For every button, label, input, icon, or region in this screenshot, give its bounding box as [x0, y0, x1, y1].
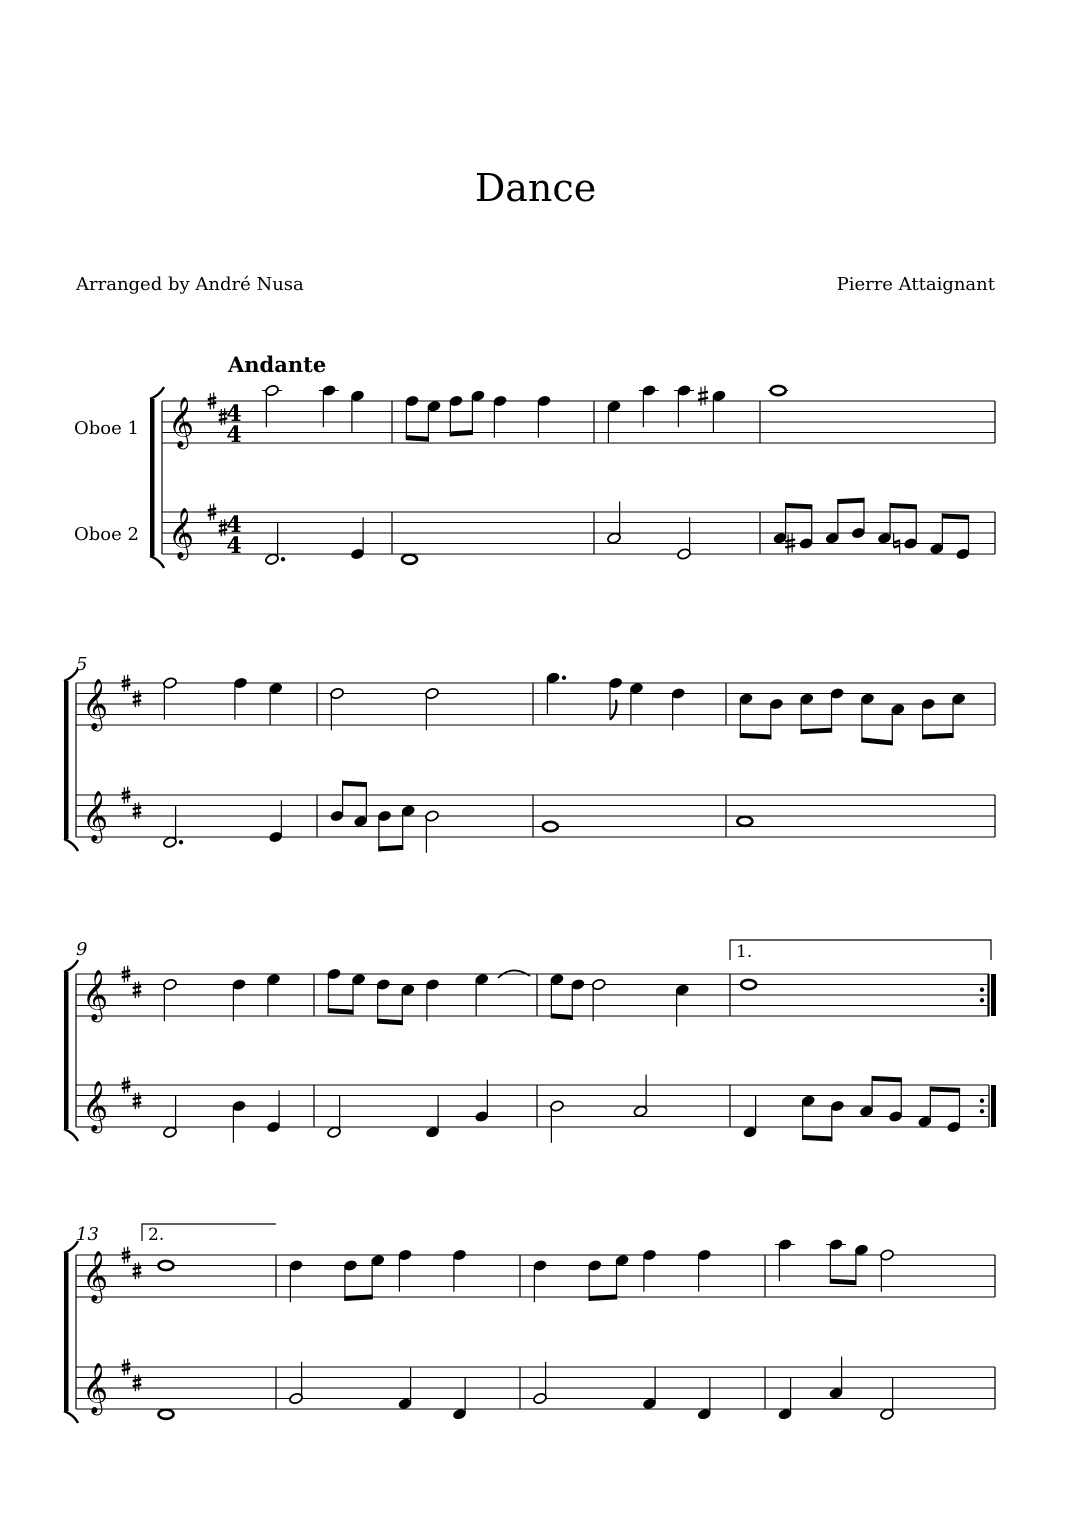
beam: [342, 781, 367, 788]
beam: [801, 728, 833, 735]
treble-clef: 𝄞: [82, 1250, 109, 1302]
key-sharp-c: [133, 802, 142, 819]
beam: [740, 733, 772, 740]
beam: [922, 733, 954, 740]
oboe1-m4-note-a5: [771, 386, 786, 395]
oboe1-m12-note-d5: [741, 980, 756, 989]
key-sharp-c: [133, 690, 142, 707]
augmentation-dot: [179, 840, 183, 844]
beam: [378, 845, 403, 852]
instrument-label-oboe-1: Oboe 1: [74, 418, 139, 439]
bracket-hook-bottom: [64, 1129, 78, 1141]
beam: [785, 503, 812, 510]
oboe2-m13-note-d4: [159, 1410, 174, 1419]
beam: [328, 1008, 354, 1015]
measure-number: 9: [76, 939, 88, 960]
treble-clef: 𝄞: [82, 969, 109, 1021]
tempo-marking: Andante: [228, 352, 327, 377]
final-repeat-barline: [991, 974, 996, 1016]
system-bracket: [64, 681, 69, 839]
oboe1-m13-note-d5: [159, 1261, 174, 1270]
bracket-hook-bottom: [64, 839, 78, 851]
repeat-dot: [980, 988, 984, 992]
eighth-flag: [610, 700, 616, 720]
bracket-hook-top: [64, 960, 78, 972]
beam: [802, 1135, 832, 1142]
volta-label-second: 2.: [148, 1225, 165, 1245]
measure-number: 13: [76, 1224, 99, 1245]
measure-number: 5: [76, 654, 88, 675]
system-bracket: [64, 1253, 69, 1411]
system-bracket: [64, 972, 69, 1129]
repeat-dot: [980, 1109, 984, 1113]
beam: [837, 498, 864, 505]
composer-credit: Pierre Attaignant: [836, 274, 995, 295]
beam: [406, 435, 429, 442]
volta-bracket-first: [730, 940, 991, 960]
oboe2-m2-note-d4: [402, 555, 417, 564]
beam: [377, 1019, 403, 1026]
beam: [830, 1279, 857, 1286]
system-bracket: [150, 399, 155, 556]
beam: [450, 430, 473, 437]
repeat-dot: [980, 998, 984, 1002]
beam: [930, 1086, 960, 1093]
treble-clef: 𝄞: [168, 507, 195, 559]
title: Dance: [474, 166, 597, 210]
oboe2-m7-note-g4: [543, 822, 558, 831]
oboe2-m8-note-a4: [737, 817, 752, 826]
treble-clef: 𝄞: [82, 790, 109, 842]
treble-clef: 𝄞: [82, 1362, 109, 1414]
treble-clef: 𝄞: [82, 678, 109, 730]
time-signature-numerator: 4: [226, 512, 242, 538]
key-sharp-c: [133, 981, 142, 998]
time-signature-numerator: 4: [226, 401, 242, 427]
treble-clef: 𝄞: [168, 396, 195, 448]
bracket-hook-bottom: [64, 1411, 78, 1423]
beam: [942, 513, 969, 520]
final-repeat-barline: [991, 1085, 996, 1127]
beam: [344, 1294, 372, 1301]
key-sharp-c: [133, 1092, 142, 1109]
beam: [890, 503, 917, 510]
beam: [861, 737, 893, 745]
augmentation-dot: [281, 557, 285, 561]
beam: [872, 1076, 902, 1083]
repeat-dot: [980, 1099, 984, 1103]
augmentation-dot: [562, 676, 566, 680]
bracket-hook-top: [150, 387, 164, 399]
bracket-hook-bottom: [150, 556, 164, 568]
key-sharp-c: [133, 1374, 142, 1391]
arranger-credit: Arranged by André Nusa: [76, 274, 304, 295]
time-signature-denominator: 4: [226, 533, 242, 559]
key-sharp-c: [133, 1262, 142, 1279]
beam: [589, 1294, 618, 1301]
beam: [551, 1013, 573, 1020]
volta-label-first: 1.: [736, 942, 753, 962]
instrument-label-oboe-2: Oboe 2: [74, 524, 139, 545]
treble-clef: 𝄞: [82, 1080, 109, 1132]
time-signature-denominator: 4: [226, 422, 242, 448]
sharp-accidental: [698, 386, 708, 406]
